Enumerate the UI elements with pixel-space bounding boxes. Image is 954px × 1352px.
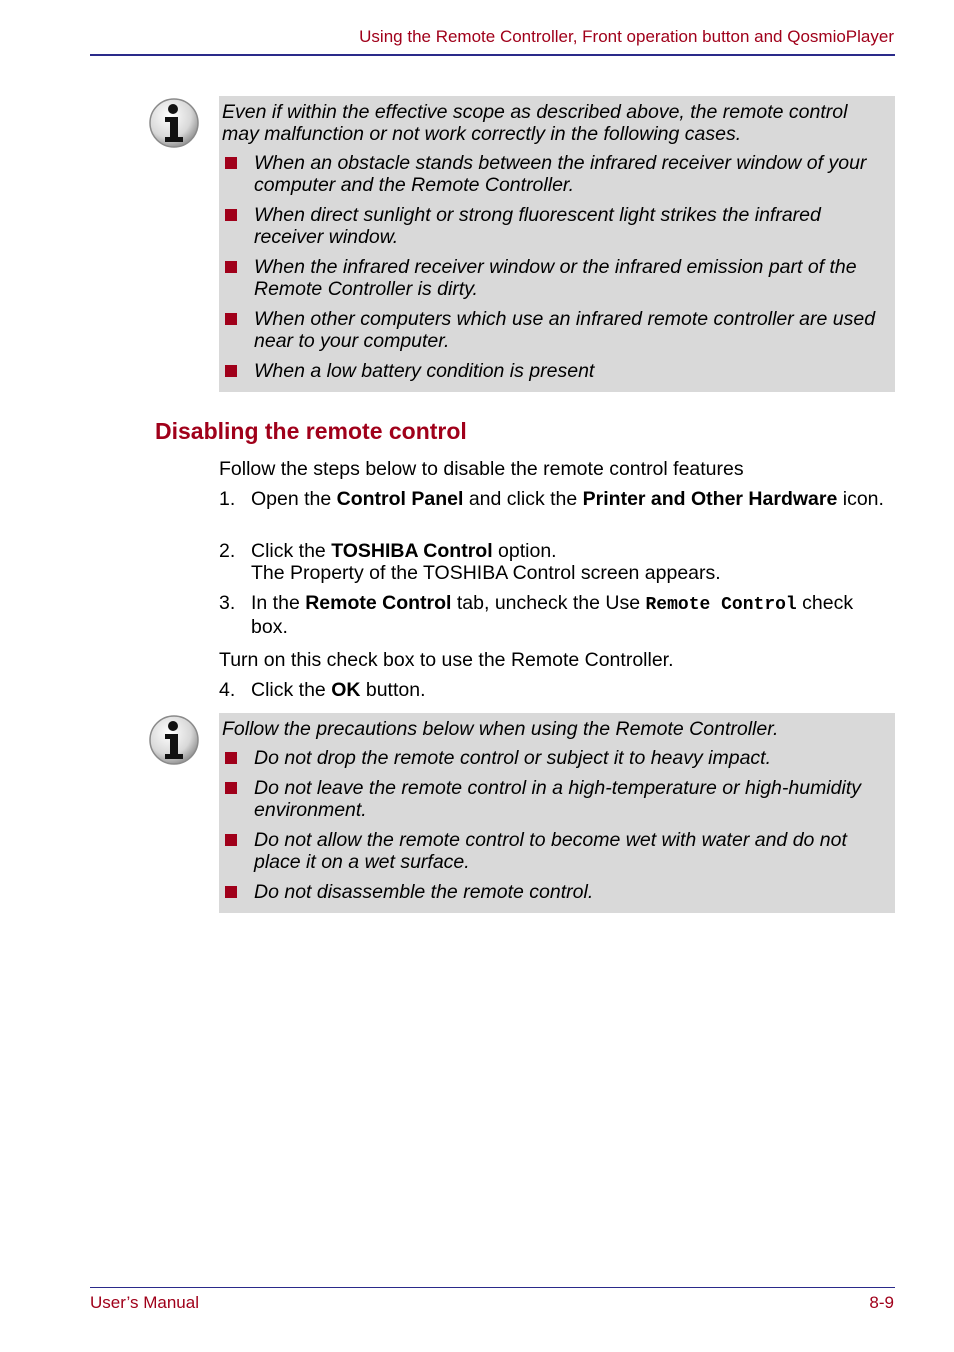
bold-term: TOSHIBA Control xyxy=(331,540,493,562)
step-4 xyxy=(219,679,895,701)
bullet-square-icon xyxy=(225,157,237,169)
page-number: 8-9 xyxy=(869,1293,894,1312)
list-item: Do not allow the remote control to become wet with water and do not place it on a wet surface. xyxy=(222,829,887,873)
header-divider xyxy=(90,54,895,56)
list-item: Do not disassemble the remote control. xyxy=(222,881,887,903)
footer-manual-title: User’s Manual xyxy=(90,1293,199,1312)
header-title: Using the Remote Controller, Front operation button and QosmioPlayer xyxy=(359,27,894,46)
step-number: 4. xyxy=(219,679,236,701)
step-content: Click the OK button. xyxy=(251,679,426,701)
step-2 xyxy=(219,540,895,584)
note-intro: Follow the precautions below when using the Remote Controller. xyxy=(222,718,779,740)
step-result: The Property of the TOSHIBA Control screen appears. xyxy=(251,562,721,584)
step-1 xyxy=(219,488,895,510)
section-heading: Disabling the remote control xyxy=(155,418,467,444)
code-term: Remote Control xyxy=(645,595,797,615)
bullet-square-icon xyxy=(225,261,237,273)
bullet-square-icon xyxy=(225,365,237,377)
bold-term: Remote Control xyxy=(305,592,452,614)
turn-on-text: Turn on this check box to use the Remote Controller. xyxy=(219,649,674,671)
note-list xyxy=(222,747,887,903)
list-item: When other computers which use an infrared remote controller are used near to your computer. xyxy=(222,308,887,352)
step-content: In the Remote Control tab, uncheck the Use Remote Control check box. xyxy=(251,592,854,638)
note-box-scope xyxy=(219,96,895,392)
step-number: 1. xyxy=(219,488,236,510)
note-intro: Even if within the effective scope as described above, the remote control may malfunction or not work correctly in the following cases. xyxy=(222,101,848,145)
info-icon xyxy=(148,97,200,149)
step-content: Open the Control Panel and click the Printer and Other Hardware icon. xyxy=(251,488,884,510)
info-icon xyxy=(148,714,200,766)
bullet-square-icon xyxy=(225,209,237,221)
step-content: Click the TOSHIBA Control option. The Property of the TOSHIBA Control screen appears. xyxy=(251,540,721,584)
bullet-square-icon xyxy=(225,782,237,794)
step-number: 3. xyxy=(219,592,236,614)
list-item: Do not leave the remote control in a high-temperature or high-humidity environment. xyxy=(222,777,887,821)
footer-divider xyxy=(90,1287,895,1288)
bullet-square-icon xyxy=(225,886,237,898)
bold-term: OK xyxy=(331,679,361,701)
note-list xyxy=(222,152,887,382)
list-item: When the infrared receiver window or the infrared emission part of the Remote Controller is dirty. xyxy=(222,256,887,300)
bullet-square-icon xyxy=(225,313,237,325)
section-intro: Follow the steps below to disable the remote control features xyxy=(219,458,744,480)
bullet-square-icon xyxy=(225,834,237,846)
list-item: When a low battery condition is present xyxy=(222,360,887,382)
list-item: Do not drop the remote control or subject it to heavy impact. xyxy=(222,747,887,769)
step-number: 2. xyxy=(219,540,236,562)
bold-term: Printer and Other Hardware xyxy=(582,488,838,510)
bullet-square-icon xyxy=(225,752,237,764)
bold-term: Control Panel xyxy=(336,488,464,510)
list-item: When an obstacle stands between the infrared receiver window of your computer and the Remote Controller. xyxy=(222,152,887,196)
step-3 xyxy=(219,592,895,638)
note-box-precautions xyxy=(219,713,895,913)
list-item: When direct sunlight or strong fluorescent light strikes the infrared receiver window. xyxy=(222,204,887,248)
